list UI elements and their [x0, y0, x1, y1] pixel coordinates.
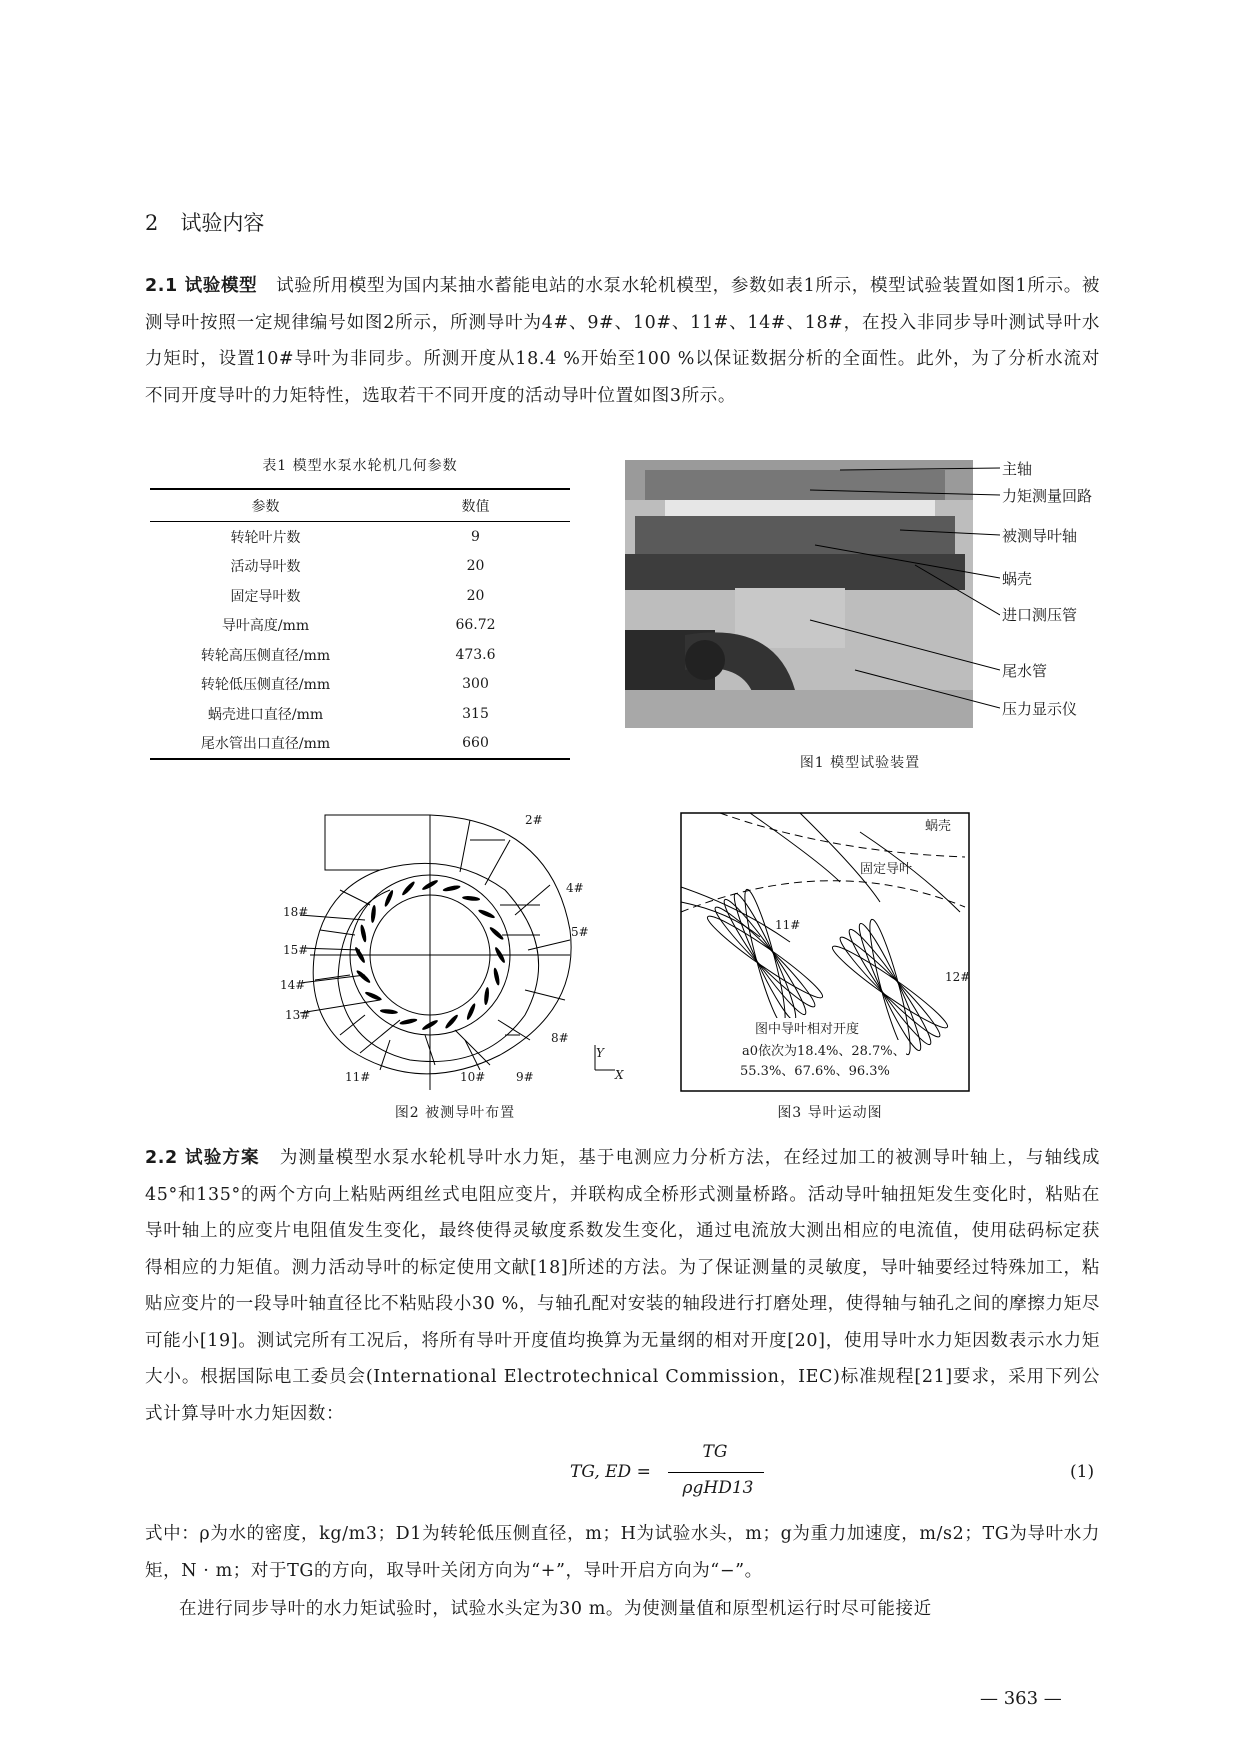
- guide-vane: [462, 895, 480, 901]
- table-cell: 20: [466, 587, 485, 604]
- fig3-label-volute: 蜗壳: [925, 819, 952, 834]
- fig1-label: 力矩测量回路: [1002, 487, 1093, 505]
- formula-numerator: TG: [702, 1442, 728, 1462]
- fig2-axis-x: X: [615, 1068, 624, 1082]
- table-cell: 转轮叶片数: [230, 529, 301, 546]
- fig2-label-11: 11#: [345, 1070, 371, 1084]
- subsection-heading-2-1: 2.1 试验模型: [145, 276, 258, 296]
- vane-outline: [738, 887, 792, 1027]
- fig2-label-4: 4#: [566, 881, 584, 895]
- guide-vane: [359, 924, 367, 943]
- equation-number: (1): [1070, 1462, 1095, 1482]
- guide-vane: [442, 884, 461, 892]
- table-cell: 660: [381, 729, 570, 760]
- paragraph-2-1: [145, 268, 1100, 414]
- table-cell: 315: [462, 705, 489, 722]
- table-cell: 300: [462, 676, 489, 693]
- params-table: [150, 488, 570, 760]
- section-title: [145, 207, 264, 237]
- fig3-note-line2: a0依次为18.4%、28.7%、: [742, 1040, 906, 1059]
- fig3-label-12: 12#: [945, 970, 971, 984]
- fig2-label-9: 9#: [516, 1070, 534, 1084]
- fig1-caption: 图1 模型试验装置: [799, 755, 921, 771]
- fig3-label-stay-vane: 固定导叶: [860, 862, 913, 877]
- fig1-leader-lines: [625, 460, 1000, 728]
- formula-1: [560, 1440, 860, 1508]
- vane-outline: [717, 894, 812, 1019]
- guide-vane: [465, 1002, 476, 1020]
- formula-definitions: 式中：ρ为水的密度，kg/m3；D1为转轮低压侧直径，m；H为试验水头，m；g为重力加速度，m/s2；TG为导叶水力矩，N · m；对于TG的方向，取导叶关闭方向为“+”，导叶开启方向为“−”。: [145, 1524, 1100, 1581]
- table-row: [150, 640, 570, 670]
- table-row: [150, 522, 570, 552]
- guide-vane: [370, 905, 376, 923]
- table-row: [150, 581, 570, 611]
- fig1-label: 蜗壳: [1002, 570, 1033, 588]
- formula-fraction-bar: [668, 1472, 764, 1473]
- guide-vane: [380, 1008, 398, 1014]
- fig3-caption: 图3 导叶运动图: [777, 1105, 883, 1121]
- guide-vane: [399, 1018, 418, 1026]
- fig2-axis-y: Y: [596, 1046, 604, 1060]
- table-header-cell: 参数: [150, 489, 381, 522]
- guide-vane: [477, 908, 495, 919]
- vane-outline: [709, 901, 821, 1013]
- guide-vane: [401, 880, 416, 896]
- page-number: — 363 —: [980, 1688, 1062, 1709]
- fig3-note-line1: 图中导叶相对开度: [755, 1018, 859, 1037]
- paragraph-2-2-text: 为测量模型水泵水轮机导叶水力矩，基于电测应力分析方法，在经过加工的被测导叶轴上，与轴线成45°和135°的两个方向上粘贴两组丝式电阻应变片，并联构成全桥形式测量桥路。活动导叶轴扭矩发生变化时，粘贴在导叶轴上的应变片电阻值发生变化，最终使得灵敏度系数发生变化，通过电流放大测出相应的电流值，使用砝码标定获得相应的力矩值。测力活动导叶的标定使用文献[18]所述的方法。为了保证测量的灵敏度，导叶轴要经过特殊加工，粘贴应变片的一段导叶轴直径比不粘贴段小30 %，与轴孔配对安装的轴段进行打磨处理，使得轴与轴孔之间的摩擦力矩尽可能小[19]。测试完所有工况后，将所有导叶开度值均换算为无量纲的相对开度[20]，使用导叶水力矩因数表示水力矩大小。根据国际电工委员会(International Electrotechnical Commission，IEC)标准规程[21]要求，采用下列公式计算导叶水力矩因数：: [145, 1148, 1100, 1424]
- table-cell: 固定导叶数: [230, 588, 301, 605]
- table-cell: 尾水管出口直径/mm: [150, 729, 381, 760]
- fig2-label-5: 5#: [571, 925, 589, 939]
- paragraph-2-2: [145, 1140, 1100, 1432]
- subsection-heading-2-2: 2.2 试验方案: [145, 1148, 260, 1168]
- fig1-label: 尾水管: [1002, 662, 1048, 680]
- fig1-label: 压力显示仪: [1002, 700, 1078, 718]
- table-cell: 活动导叶数: [230, 559, 301, 576]
- vane-outline: [702, 909, 827, 1004]
- table-row: [150, 699, 570, 729]
- vane-outline: [863, 917, 917, 1057]
- guide-vane: [355, 969, 371, 984]
- table-row: [150, 552, 570, 582]
- final-paragraph: 在进行同步导叶的水力矩试验时，试验水头定为30 m。为使测量值和原型机运行时尽可能接近: [179, 1599, 932, 1619]
- fig3-label-11: 11#: [775, 918, 801, 932]
- fig2-label-15: 15#: [283, 943, 309, 957]
- guide-vane: [493, 967, 501, 986]
- fig2-vane-layout-diagram: [270, 810, 640, 1100]
- table-header-cell: 数值: [381, 489, 570, 522]
- paragraph-2-1-text: 试验所用模型为国内某抽水蓄能电站的水泵水轮机模型，参数如表1所示，模型试验装置如图1所示。被测导叶按照一定规律编号如图2所示，所测导叶为4#、9#、10#、11#、14#、18#，在投入非同步导叶测试导叶水力矩时，设置10#导叶为非同步。所测开度从18.4 %开始至100 %以保证数据分析的全面性。此外，为了分析水流对不同开度导叶的力矩特性，选取若干不同开度的活动导叶位置如图3所示。: [145, 276, 1100, 406]
- table-cell: 转轮低压侧直径/mm: [200, 677, 331, 694]
- table-cell: 66.72: [455, 617, 496, 634]
- formula-lhs: TG, ED =: [570, 1462, 651, 1482]
- table-cell: 9: [471, 528, 480, 545]
- fig2-label-8: 8#: [551, 1031, 569, 1045]
- table-cell: 473.6: [455, 646, 496, 663]
- table-header-row: [150, 489, 570, 522]
- fig3-note-line3: 55.3%、67.6%、96.3%: [740, 1060, 890, 1079]
- fig2-label-18: 18#: [283, 905, 309, 919]
- fig2-caption: 图2 被测导叶布置: [394, 1105, 516, 1121]
- fig2-label-2: 2#: [525, 813, 543, 827]
- guide-vane: [488, 926, 504, 941]
- fig2-label-13: 13#: [285, 1008, 311, 1022]
- table-cell: 转轮高压侧直径/mm: [200, 647, 331, 664]
- fig2-label-14: 14#: [280, 978, 306, 992]
- table-cell: 蜗壳进口直径/mm: [207, 706, 324, 723]
- table-row: [150, 670, 570, 700]
- guide-vane: [483, 987, 489, 1005]
- fig1-label: 被测导叶轴: [1002, 527, 1078, 545]
- table-row: [150, 611, 570, 641]
- guide-vane: [444, 1013, 459, 1029]
- fig2-label-10: 10#: [460, 1070, 486, 1084]
- table-caption: 表1 模型水泵水轮机几何参数: [262, 458, 458, 474]
- fig1-label: 进口测压管: [1002, 606, 1078, 624]
- fig1-label: 主轴: [1002, 460, 1033, 478]
- section-title-text: 试验内容: [180, 211, 265, 235]
- formula-denominator: ρgHD13: [682, 1478, 754, 1498]
- table-cell: 导叶高度/mm: [221, 618, 310, 635]
- table-cell: 20: [466, 558, 485, 575]
- section-number: 2: [145, 211, 159, 235]
- table-row: [150, 729, 570, 760]
